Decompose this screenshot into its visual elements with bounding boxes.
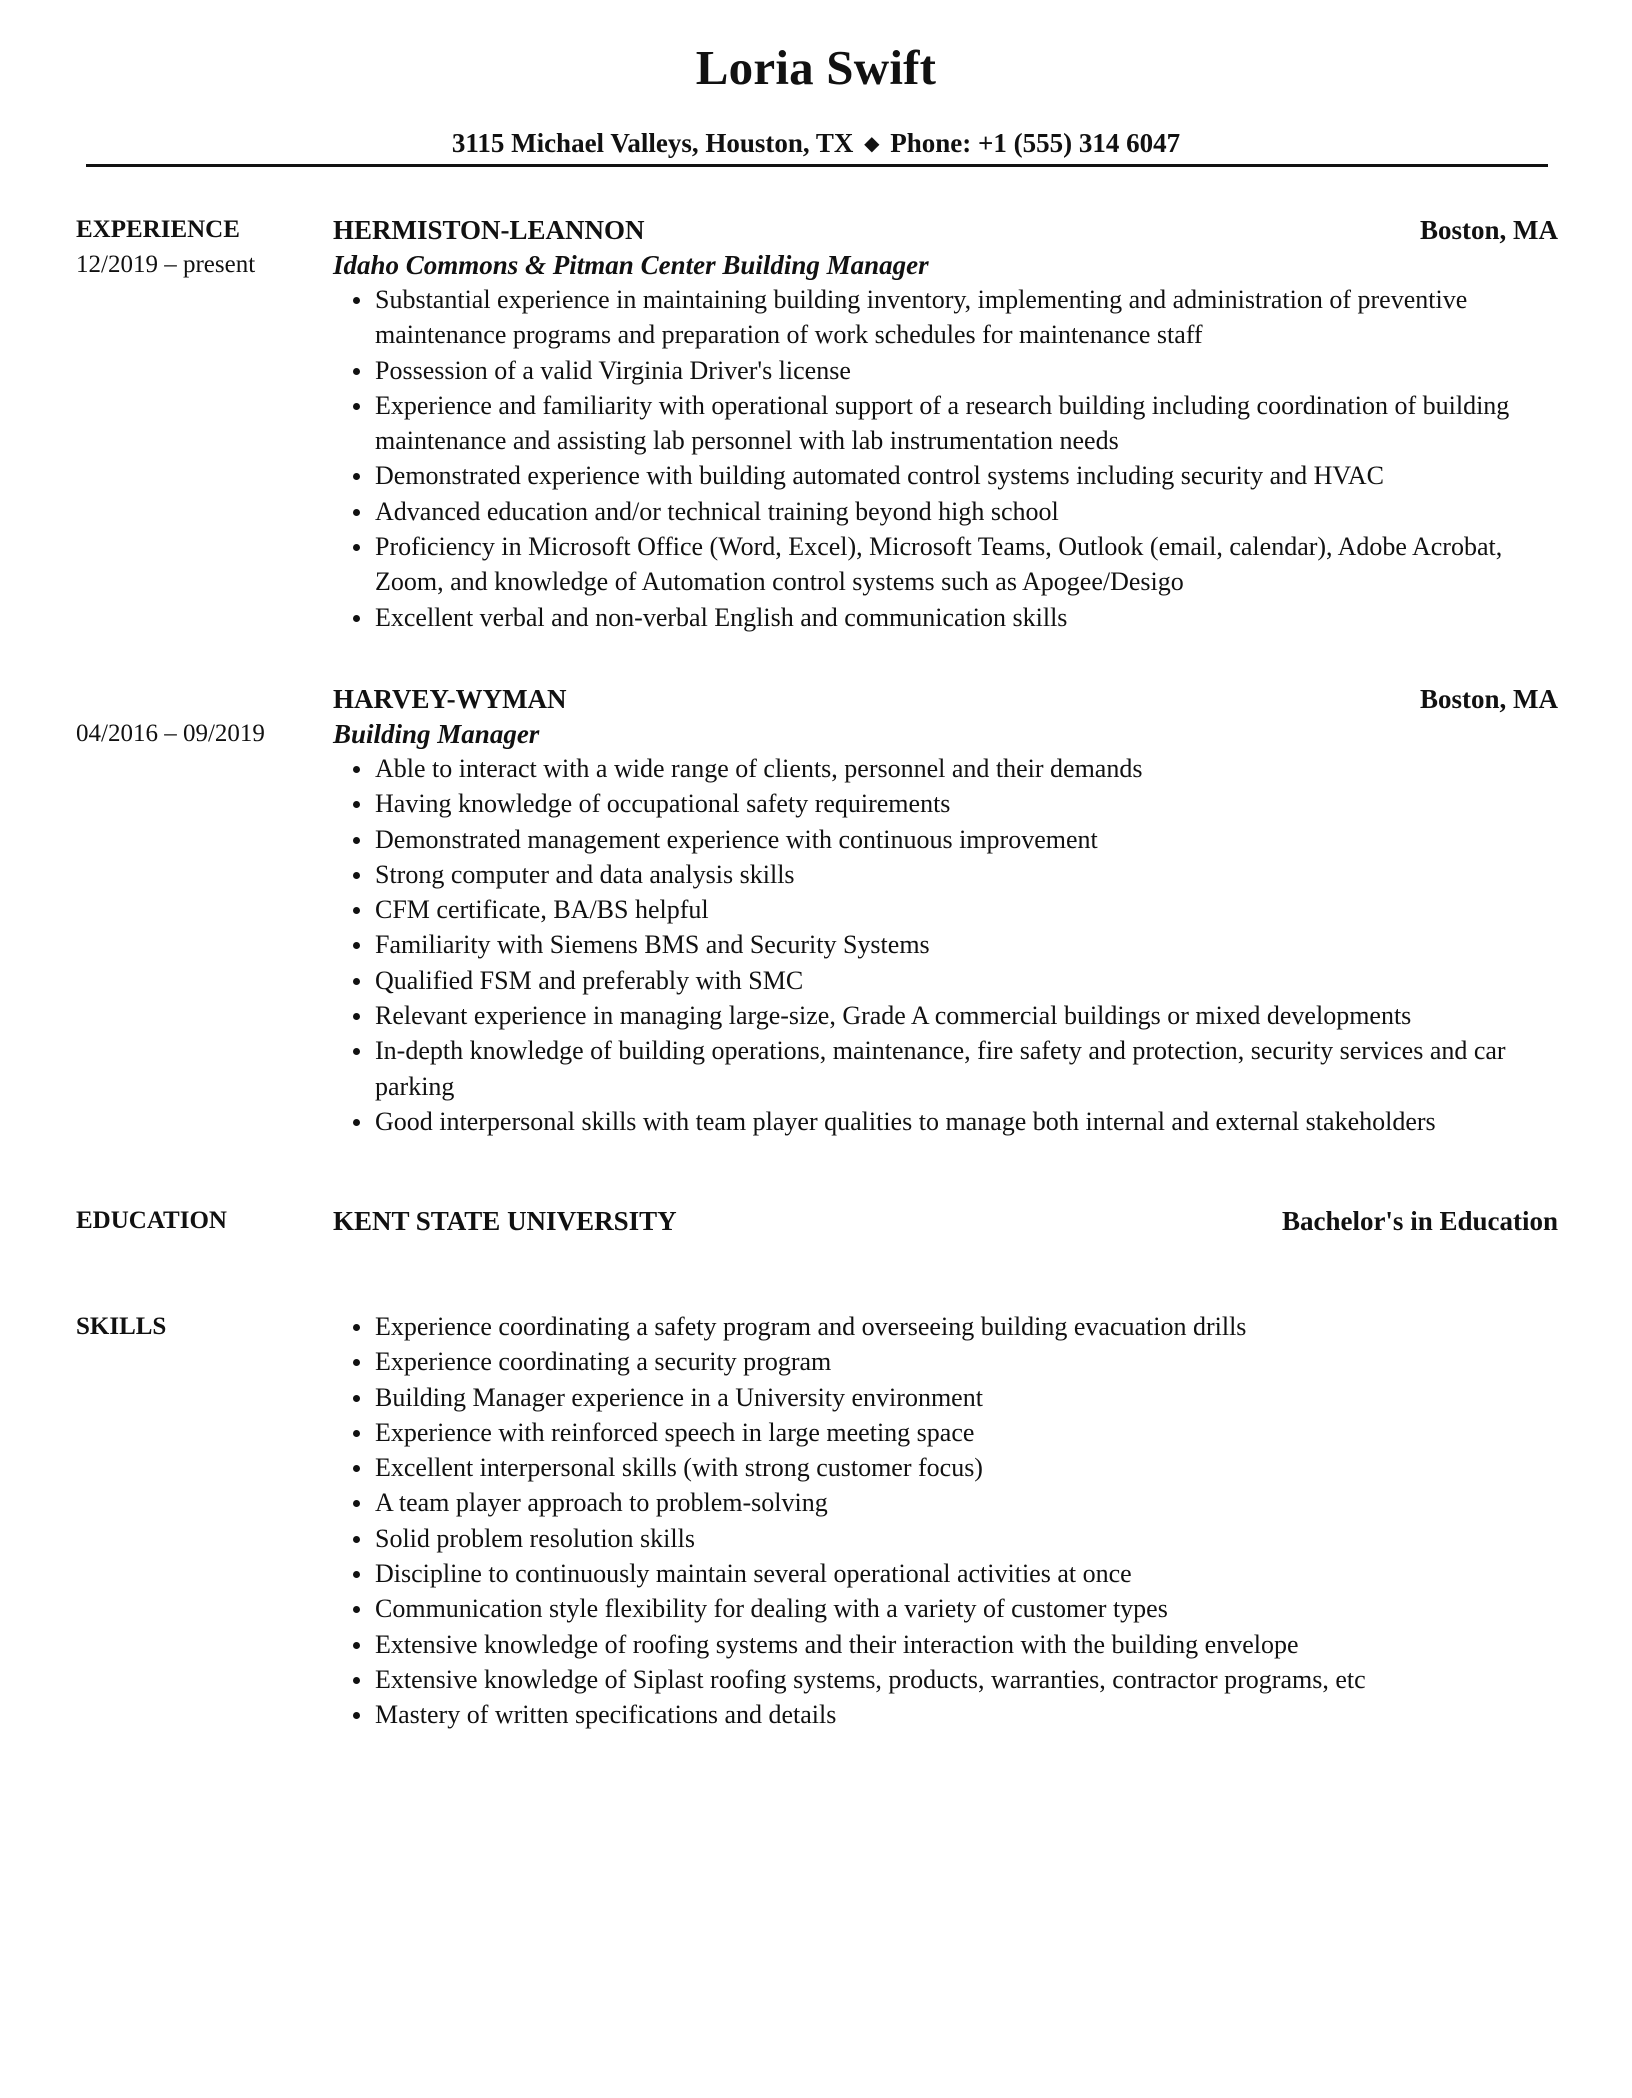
company-name: HERMISTON-LEANNON [333,215,645,245]
list-item: Demonstrated experience with building automated control systems including security and HVAC [333,458,1558,493]
list-item: Substantial experience in maintaining building inventory, implementing and administration of preventive maintenance programs and preparation of work schedules for maintenance staff [333,282,1558,353]
job-header [333,212,1558,248]
job-title: Idaho Commons & Pitman Center Building Manager [333,250,929,280]
list-item: Extensive knowledge of Siplast roofing systems, products, warranties, contractor programs, etc [333,1662,1558,1697]
skills-entry [333,1309,1558,1733]
contact-line [0,126,1632,161]
list-item: Building Manager experience in a University environment [333,1380,1558,1415]
skills-list [333,1309,1558,1733]
list-item: Familiarity with Siemens BMS and Security Systems [333,927,1558,962]
job-entry [333,212,1558,635]
job-title: Building Manager [333,719,540,749]
list-item: Good interpersonal skills with team player qualities to manage both internal and external stakeholders [333,1104,1558,1139]
job-dates: 04/2016 – 09/2019 [76,720,265,747]
list-item: Relevant experience in managing large-size, Grade A commercial buildings or mixed developments [333,998,1558,1033]
list-item: Advanced education and/or technical training beyond high school [333,494,1558,529]
section-title-skills: SKILLS [76,1313,167,1340]
list-item: Proficiency in Microsoft Office (Word, Excel), Microsoft Teams, Outlook (email, calendar), Adobe Acrobat, Zoom, and knowledge of Automation control systems such as Apogee/Desigo [333,529,1558,600]
job-bullet-list [333,282,1558,635]
list-item: Excellent interpersonal skills (with strong customer focus) [333,1450,1558,1485]
list-item: Communication style flexibility for dealing with a variety of customer types [333,1591,1558,1626]
list-item: Excellent verbal and non-verbal English and communication skills [333,600,1558,635]
list-item: CFM certificate, BA/BS helpful [333,892,1558,927]
school-name: KENT STATE UNIVERSITY [333,1206,677,1236]
company-name: HARVEY-WYMAN [333,684,567,714]
section-title-experience: EXPERIENCE [76,216,240,243]
list-item: Extensive knowledge of roofing systems and their interaction with the building envelope [333,1627,1558,1662]
job-header [333,681,1558,717]
list-item: Experience and familiarity with operational support of a research building including coordination of building maintenance and assisting lab personnel with lab instrumentation needs [333,388,1558,459]
list-item: Qualified FSM and preferably with SMC [333,963,1558,998]
list-item: In-depth knowledge of building operations, maintenance, fire safety and protection, security services and car parking [333,1033,1558,1104]
candidate-name: Loria Swift [695,40,937,95]
list-item: Solid problem resolution skills [333,1521,1558,1556]
header-divider [86,164,1548,167]
list-item: Mastery of written specifications and details [333,1697,1558,1732]
list-item: Demonstrated management experience with continuous improvement [333,822,1558,857]
job-location: Boston, MA [1419,215,1558,245]
education-entry [333,1203,1558,1239]
diamond-separator-icon: ◆ [864,133,880,155]
section-title-education: EDUCATION [76,1207,227,1234]
degree: Bachelor's in Education [1281,1206,1558,1236]
list-item: Discipline to continuously maintain several operational activities at once [333,1556,1558,1591]
address: 3115 Michael Valleys, Houston, TX [451,128,854,158]
list-item: Experience with reinforced speech in large meeting space [333,1415,1558,1450]
job-bullet-list [333,751,1558,1139]
list-item: Strong computer and data analysis skills [333,857,1558,892]
list-item: Able to interact with a wide range of clients, personnel and their demands [333,751,1558,786]
list-item: Having knowledge of occupational safety requirements [333,786,1558,821]
job-entry [333,681,1558,1139]
list-item: Experience coordinating a security program [333,1344,1558,1379]
phone: Phone: +1 (555) 314 6047 [890,128,1181,158]
list-item: Experience coordinating a safety program and overseeing building evacuation drills [333,1309,1558,1344]
job-dates: 12/2019 – present [76,251,256,278]
list-item: A team player approach to problem-solving [333,1485,1558,1520]
list-item: Possession of a valid Virginia Driver's license [333,353,1558,388]
job-location: Boston, MA [1419,684,1558,714]
